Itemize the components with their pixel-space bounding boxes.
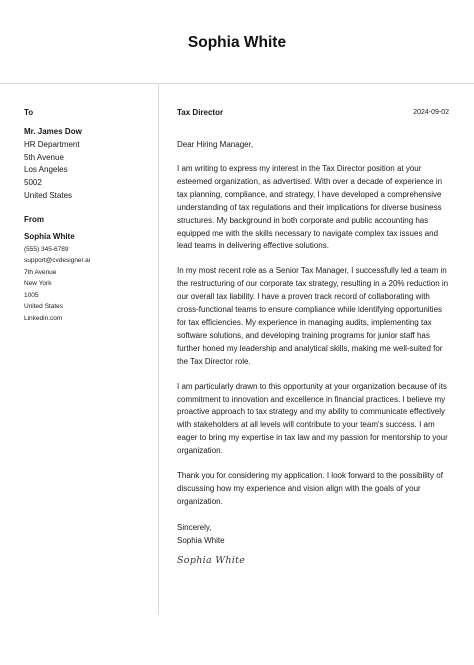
closing-name: Sophia White bbox=[177, 535, 225, 545]
closing-phrase: Sincerely, bbox=[177, 522, 212, 532]
job-title: Tax Director bbox=[177, 108, 224, 117]
recipient-line: 5th Avenue bbox=[24, 152, 64, 162]
letter-header-row bbox=[177, 108, 449, 120]
sender-phone: (555) 345-6789 bbox=[24, 245, 69, 253]
sender-name: Sophia White bbox=[24, 231, 75, 241]
sender-city: New York bbox=[24, 280, 52, 288]
sender-street: 7th Avenue bbox=[24, 268, 57, 276]
recipient-line: Los Angeles bbox=[24, 165, 68, 175]
sender-email: support@cvdesigner.ai bbox=[24, 257, 91, 265]
from-label: From bbox=[24, 214, 44, 224]
letter-date: 2024-09-02 bbox=[413, 109, 449, 116]
recipient-line: HR Department bbox=[24, 139, 80, 149]
recipient-name: Mr. James Dow bbox=[24, 127, 82, 136]
letter-body bbox=[177, 108, 449, 566]
paragraph: I am particularly drawn to this opportunity at your organization because of its commitment to innovation and excellence in financial practices. I believe my proactive approach to tax strategy and my ability to communicate effectively with stakeholders at all levels will contribute to your team's success. I am eager to bring my expertise in tax law and my passion for mentorship to your organization. bbox=[177, 381, 448, 456]
sender-linkedin: Linkedin.com bbox=[24, 314, 63, 322]
sidebar bbox=[24, 108, 149, 324]
handwritten-signature: Sophia White bbox=[177, 554, 246, 566]
paragraph: I am writing to express my interest in the Tax Director position at your esteemed organization, as advertised. With over a decade of experience in tax planning, compliance, and strategy, I have developed a comprehensive understanding of tax regulations and their implications for diverse business structures. My background in both corporate and public accounting has equipped me with the skills necessary to navigate complex tax issues and lead teams in delivering effective solutions. bbox=[177, 164, 443, 251]
recipient-line: 5002 bbox=[24, 178, 42, 188]
sender-block bbox=[24, 231, 149, 325]
sender-postal-code: 1005 bbox=[24, 291, 39, 299]
recipient-line: United States bbox=[24, 190, 73, 200]
paragraph: Thank you for considering my application. I look forward to the possibility of discussing how my experience and vision align with the goals of your organization. bbox=[177, 471, 443, 506]
paragraph: In my most recent role as a Senior Tax Manager, I successfully led a team in the restructuring of our corporate tax strategy, resulting in a 20% reduction in our overall tax liability. I have a proven track record of collaborating with cross-functional teams to ensure compliance while identifying opportunities for tax efficiencies. My experience in managing audits, implementing tax software solutions, and developing training programs for junior staff has further honed my leadership and analytical skills, making me well-suited for the Tax Director role. bbox=[177, 266, 449, 366]
column-divider bbox=[158, 84, 159, 615]
sender-country: United States bbox=[24, 303, 64, 311]
closing-block bbox=[177, 521, 449, 547]
recipient-block bbox=[24, 126, 149, 203]
header-divider bbox=[0, 83, 474, 84]
to-label: To bbox=[24, 108, 34, 117]
name-header: Sophia White bbox=[187, 34, 287, 51]
salutation: Dear Hiring Manager, bbox=[177, 140, 254, 149]
